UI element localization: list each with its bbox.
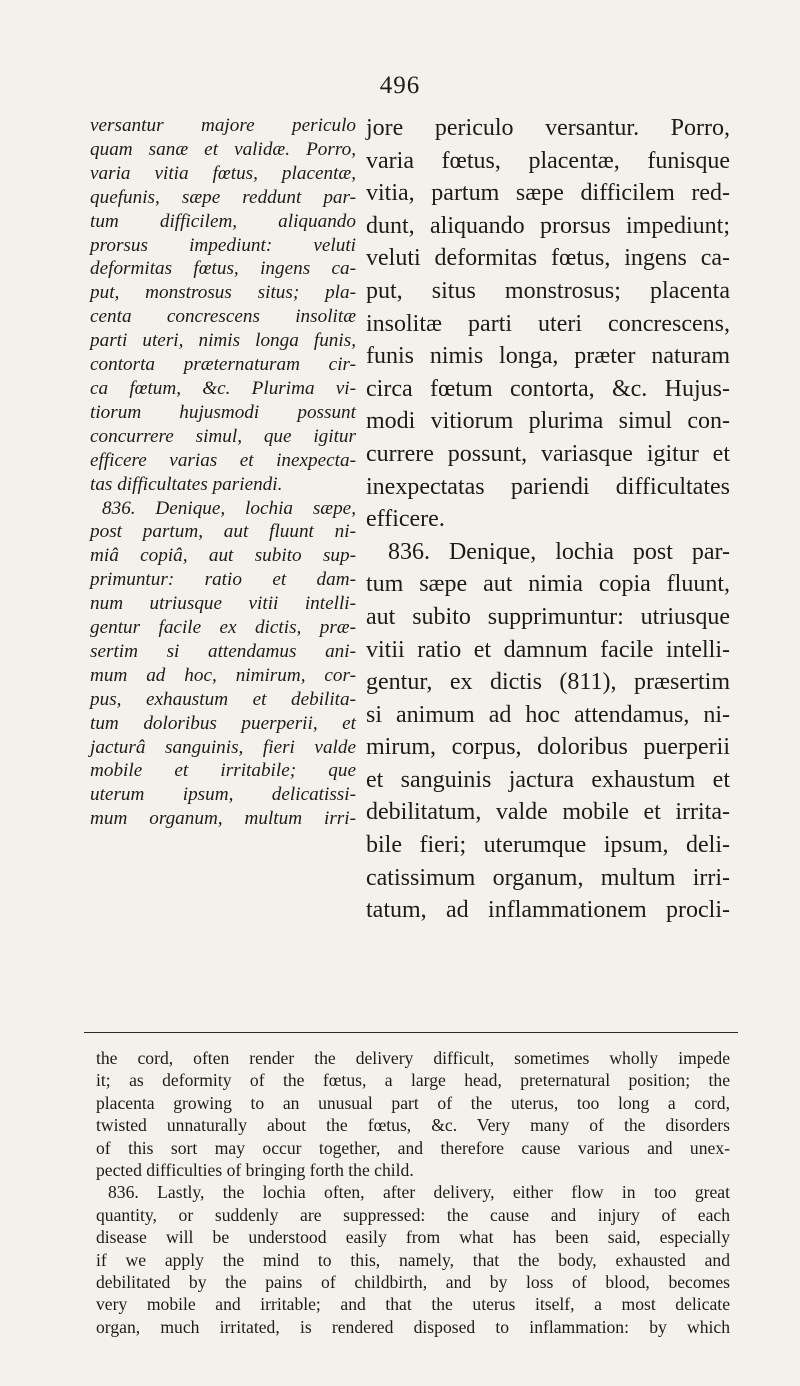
text-line: primuntur: ratio et dam- [90, 569, 356, 591]
text-line: very mobile and irritable; and that the uterus itself, a most delicate [96, 1294, 730, 1315]
text-line: deformitas fœtus, ingens ca- [90, 258, 356, 280]
text-line: vitii ratio et damnum facile intelli- [366, 636, 730, 663]
text-line: concurrere simul, que igitur [90, 425, 356, 447]
text-line: 836. Denique, lochia post par- [388, 538, 730, 565]
text-line: gentur, ex dictis (811), præsertim [366, 669, 730, 696]
english-translation [96, 1047, 730, 1338]
text-line: veluti deformitas fœtus, ingens ca- [366, 245, 730, 272]
text-line: efficere varias et inexpecta- [90, 449, 356, 471]
text-line: jacturâ sanguinis, fieri valde [90, 736, 356, 758]
text-line: dunt, aliquando prorsus impediunt; [366, 212, 730, 239]
text-line: 836. Lastly, the lochia often, after delivery, either flow in too great [108, 1182, 730, 1203]
text-line: si animum ad hoc attendamus, ni- [366, 701, 730, 728]
latin-italic-column [90, 114, 356, 831]
text-line: organ, much irritated, is rendered disposed to inflammation: by which [96, 1316, 730, 1337]
text-line: versantur majore periculo [90, 115, 356, 136]
text-line: of this sort may occur together, and therefore cause various and unex- [96, 1137, 730, 1158]
text-line: varia vitia fœtus, placentæ, [90, 162, 356, 184]
text-line: it; as deformity of the fœtus, a large head, preternatural position; the [96, 1070, 730, 1091]
text-line: et sanguinis jactura exhaustum et [366, 766, 730, 793]
text-line: modi vitiorum plurima simul con- [366, 408, 730, 435]
footnote-divider [84, 1032, 738, 1033]
text-line: quantity, or suddenly are suppressed: the cause and injury of each [96, 1204, 730, 1225]
text-line: mum ad hoc, nimirum, cor- [90, 664, 356, 686]
text-line: pected difficulties of bringing forth the child. [96, 1160, 414, 1181]
text-line: miâ copiâ, aut subito sup- [90, 545, 356, 567]
text-line: tatum, ad inflammationem procli- [366, 897, 730, 924]
text-line: mobile et irritabile; que [90, 760, 356, 782]
latin-roman-column [366, 112, 730, 927]
text-line: tum sæpe aut nimia copia fluunt, [366, 571, 730, 598]
text-line: the cord, often render the delivery difficult, sometimes wholly impede [96, 1048, 730, 1068]
text-line: num utriusque vitii intelli- [90, 593, 356, 615]
text-line: tas difficultates pariendi. [90, 473, 283, 495]
text-line: post partum, aut fluunt ni- [90, 521, 356, 543]
text-line: quefunis, sæpe reddunt par- [90, 186, 356, 208]
text-line: jore periculo versantur. Porro, [366, 115, 730, 141]
text-line: contorta præternaturam cir- [90, 354, 356, 376]
text-line: sertim si attendamus ani- [90, 640, 356, 662]
text-line: uterum ipsum, delicatissi- [90, 784, 356, 806]
text-line: parti uteri, nimis longa funis, [90, 330, 356, 352]
text-line: funis nimis longa, præter naturam [366, 343, 730, 370]
text-line: catissimum organum, multum irri- [366, 864, 730, 891]
text-line: aut subito supprimuntur: utriusque [366, 603, 730, 630]
text-line: debilitated by the pains of childbirth, and by loss of blood, becomes [96, 1272, 730, 1293]
text-line: bile fieri; uterumque ipsum, deli- [366, 832, 730, 859]
text-line: gentur facile ex dictis, præ- [90, 617, 356, 639]
text-line: if we apply the mind to this, namely, that the body, exhausted and [96, 1249, 730, 1270]
text-line: tum doloribus puerperii, et [90, 712, 356, 734]
text-line: vitia, partum sæpe difficilem red- [366, 180, 730, 207]
text-line: put, monstrosus situs; pla- [90, 282, 356, 304]
text-line: insolitæ parti uteri concrescens, [366, 310, 730, 337]
text-line: quam sanæ et validæ. Porro, [90, 138, 356, 160]
text-line: currere possunt, variasque igitur et [366, 440, 730, 467]
text-line: pus, exhaustum et debilita- [90, 688, 356, 710]
text-line: efficere. [366, 506, 445, 533]
text-line: tiorum hujusmodi possunt [90, 401, 356, 423]
text-line: circa fœtum contorta, &c. Hujus- [366, 375, 730, 402]
page-number: 496 [379, 72, 421, 99]
text-line: debilitatum, valde mobile et irrita- [366, 799, 730, 826]
text-line: put, situs monstrosus; placenta [366, 277, 730, 304]
text-line: inexpectatas pariendi difficultates [366, 473, 730, 500]
text-line: placenta growing to an unusual part of the uterus, too long a cord, [96, 1092, 730, 1113]
text-line: tum difficilem, aliquando [90, 210, 356, 232]
text-line: disease will be understood easily from what has been said, especially [96, 1227, 730, 1248]
text-line: centa concrescens insolitæ [90, 306, 356, 328]
text-line: mum organum, multum irri- [90, 808, 356, 830]
text-line: 836. Denique, lochia sæpe, [102, 497, 356, 519]
text-line: mirum, corpus, doloribus puerperii [366, 734, 730, 761]
text-line: twisted unnaturally about the fœtus, &c. Very many of the disorders [96, 1115, 730, 1136]
text-line: prorsus impediunt: veluti [90, 234, 356, 256]
text-line: ca fœtum, &c. Plurima vi- [90, 377, 356, 399]
text-line: varia fœtus, placentæ, funisque [366, 147, 730, 174]
